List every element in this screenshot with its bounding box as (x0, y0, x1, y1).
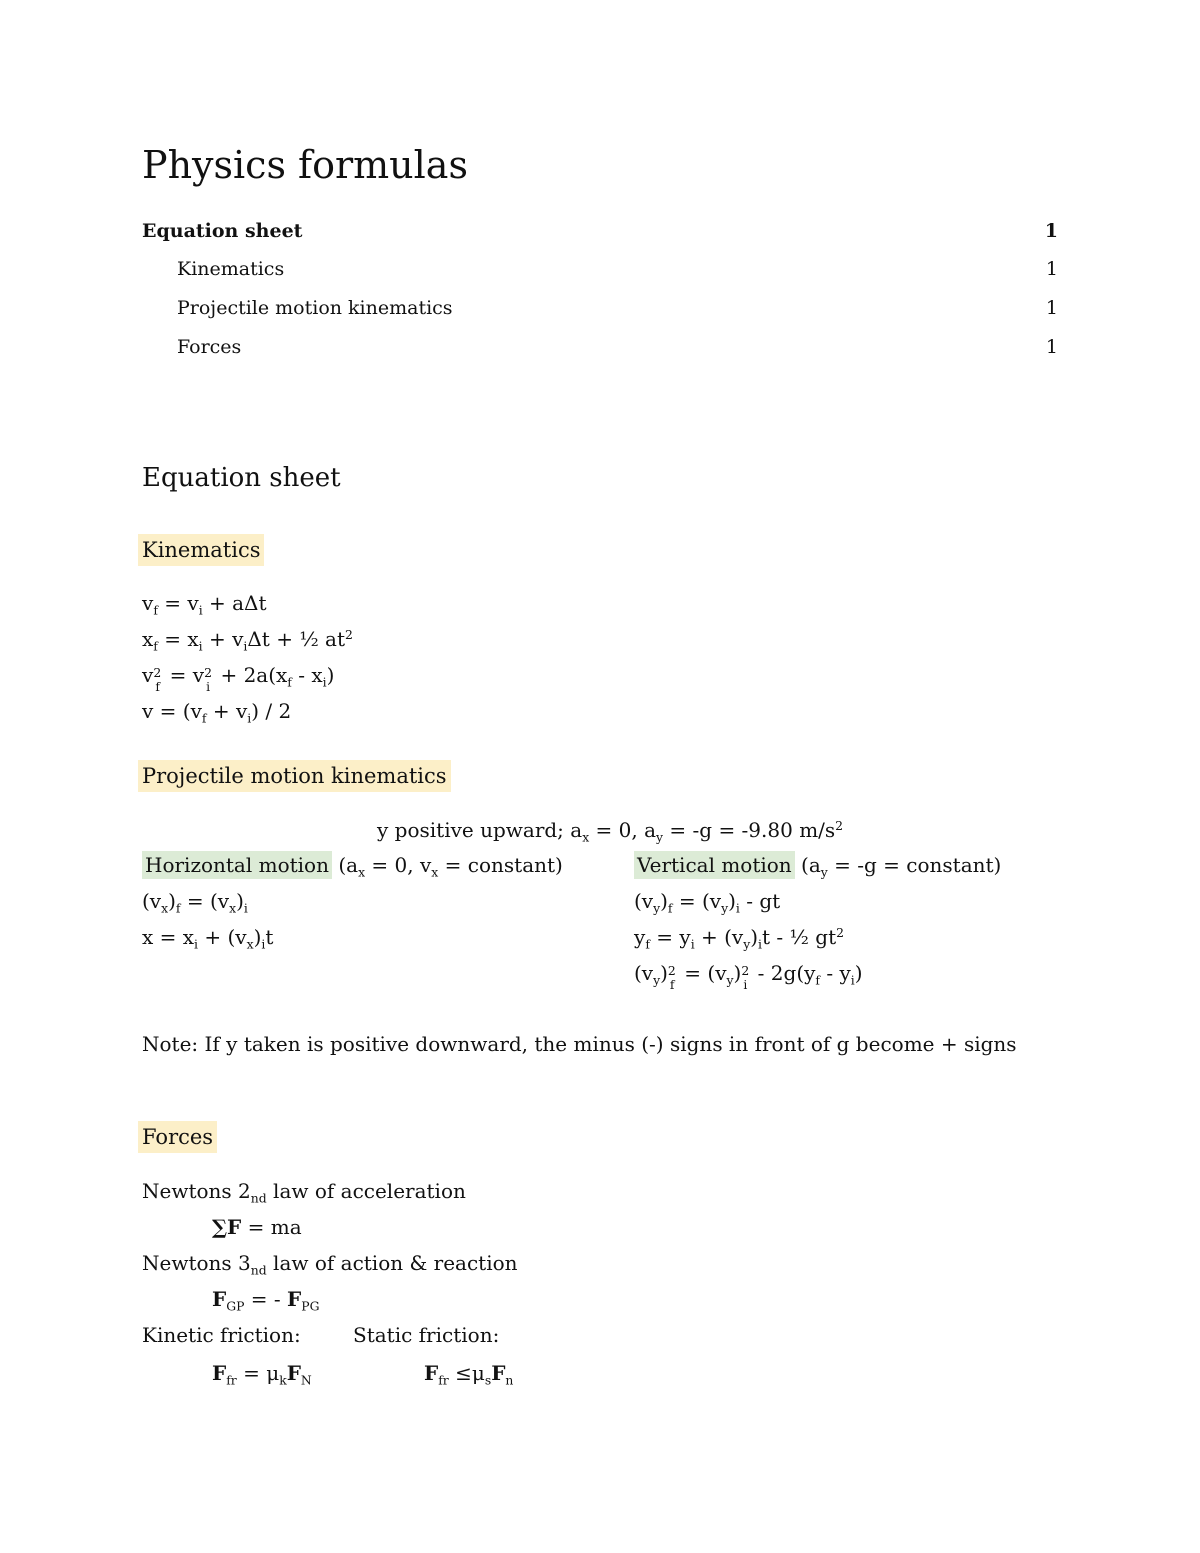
toc-entry-label: Equation sheet (142, 220, 303, 242)
vertical-motion-block: Vertical motion ($a_y = -g$ = constant) $(v_y)_f = (v_y)_i$ - gt $y_f = y_i + (v_y)_it$ - ½ $gt^2$ $(v_y)$ 2 f = $(v_y)$ 2 i - $2g(y_f - y_i)$ (634, 853, 1002, 992)
toc-entry-page: 1 (1045, 297, 1058, 319)
equation-vertical-position: $y_f = y_i + (v_y)_it$ - ½ $gt^2$ (634, 925, 844, 952)
toc-entry-forces[interactable] (142, 336, 1058, 358)
equation-static-friction: $F_{fr} \le\mu_sF_n$ (424, 1361, 514, 1388)
toc-entry-page: 1 (1044, 220, 1058, 242)
toc-entry-label: Kinematics (177, 258, 285, 280)
toc-entry-label: Projectile motion kinematics (177, 297, 453, 319)
kinematics-equations (142, 585, 353, 729)
equation-average-velocity: $v = (v_f + v_i) / 2$ (142, 699, 292, 726)
equation-horizontal-velocity: $(v_x)_f = (v_x)_i$ (142, 889, 248, 916)
section-heading: Equation sheet (142, 463, 341, 493)
note-text: Note: If y taken is positive downward, the minus (-) signs in front of g become + signs (142, 1032, 1017, 1056)
vertical-motion-label: Vertical motion (634, 851, 795, 879)
kinetic-friction-label: Kinetic friction: (142, 1323, 301, 1347)
toc-entry-page: 1 (1045, 258, 1058, 280)
projectile-heading: Projectile motion kinematics (138, 764, 451, 788)
toc-entry-page: 1 (1045, 336, 1058, 358)
horizontal-motion-block: Horizontal motion ($a_x = 0$, $v_x$ = constant) $(v_x)_f = (v_x)_i$ $x = x_i + (v_x)_it$ (142, 847, 563, 955)
equation-newton-second: ∑F = ma (212, 1215, 302, 1239)
equation-kinetic-friction: $F_{fr} = \mu_kF_N$ (212, 1361, 312, 1388)
toc-entry-label: Forces (177, 336, 242, 358)
projectile-assumption: y positive upward; $a_x = 0$, $a_y = -g = -9.80$ $m/s^2$ (377, 818, 844, 845)
toc-entry-projectile[interactable] (142, 297, 1058, 319)
kinematics-heading: Kinematics (138, 538, 264, 562)
equation-velocity: $v_f = v_i + a\Delta t$ (142, 591, 267, 618)
toc-entry-equation-sheet[interactable] (142, 220, 1058, 242)
forces-equations (142, 1173, 518, 1317)
equation-horizontal-position: $x = x_i + (v_x)_it$ (142, 925, 274, 952)
equation-velocity-squared: v 2 f = v 2 i + $2a(x_f - x_i)$ (142, 663, 335, 694)
static-friction-label: Static friction: (353, 1323, 500, 1347)
equation-vertical-velocity-squared: $(v_y)$ 2 f = $(v_y)$ 2 i - $2g(y_f - y_i)$ (634, 961, 863, 992)
newton-third-law-label: Newtons $3_{nd}$ law of action & reaction (142, 1251, 518, 1278)
equation-newton-third: $F_{GP}$ = - $F_{PG}$ (212, 1287, 320, 1314)
horizontal-motion-label: Horizontal motion (142, 851, 332, 879)
newton-second-law-label: Newtons $2_{nd}$ law of acceleration (142, 1179, 466, 1206)
equation-position: $x_f = x_i + v_i\Delta t$ + ½ $at^2$ (142, 627, 353, 654)
forces-heading: Forces (138, 1125, 217, 1149)
equation-vertical-velocity: $(v_y)_f = (v_y)_i$ - gt (634, 889, 781, 916)
document-title: Physics formulas (142, 143, 468, 187)
toc-entry-kinematics[interactable] (142, 258, 1058, 280)
